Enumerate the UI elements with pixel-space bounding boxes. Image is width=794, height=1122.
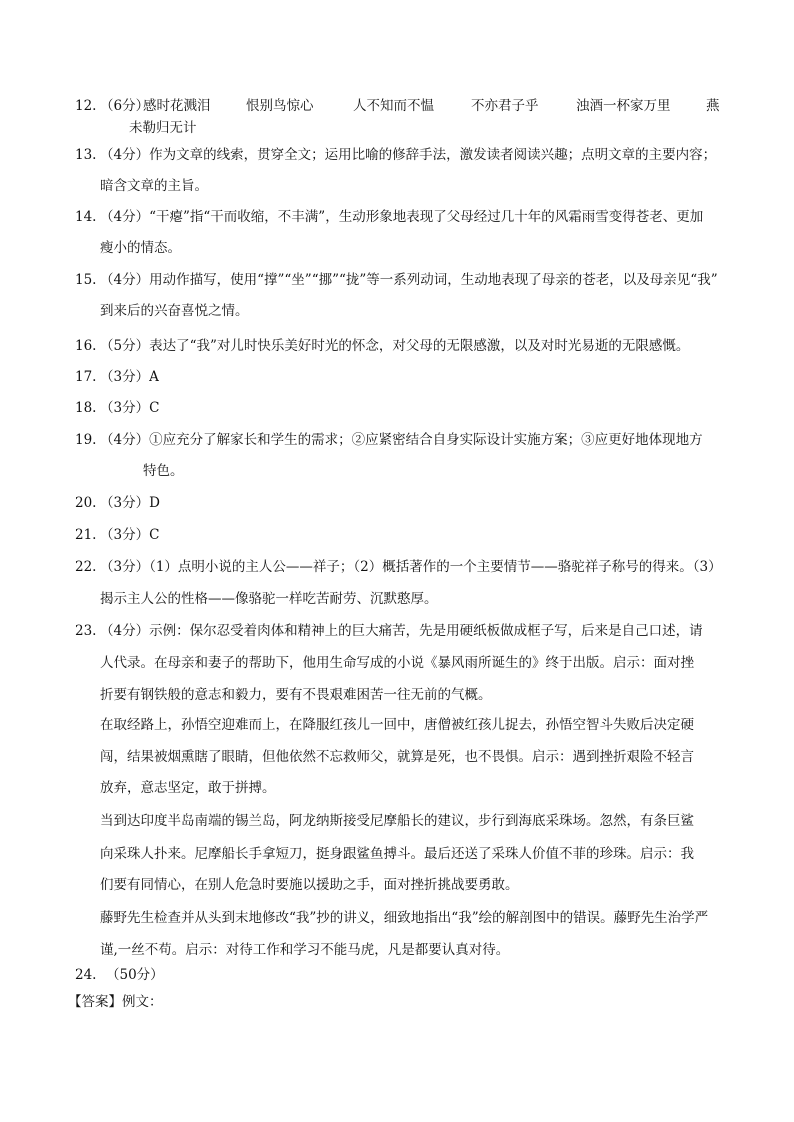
q12-number: 12. [75,98,97,114]
q19-line-1: （4分）①应充分了解家长和学生的需求；②应紧密结合自身实际设计实施方案；③应更好地体现地方 [100,432,703,448]
q22-number: 22. [75,559,97,575]
q17-line-1: （3分）A [100,369,159,385]
q23-line-2: 人代录。在母亲和妻子的帮助下，他用生命写成的小说《暴风雨所诞生的》终于出版。启示：面对挫 [100,655,694,671]
q24-line-1: （50分） [106,967,164,983]
q24-number: 24. [75,967,97,983]
q21-number: 21. [75,527,97,543]
q15-line-2: 到来后的兴奋喜悦之情。 [100,303,249,319]
q20-line-1: （3分）D [100,495,160,511]
q15-line-1: （4分）用动作描写，使用“撑”“坐”“挪”“拢”等一系列动词，生动地表现了母亲的苍老，以及母亲见“我” [100,272,718,288]
q14-line-2: 瘦小的情态。 [100,240,181,256]
q23-line-10: 藤野先生检查并从头到末地修改“我”抄的讲义，细致地指出“我”绘的解剖图中的错误。藤野先生治学严 [100,910,709,926]
q12-score: （6分） [100,98,150,114]
q23-line-11: 谨,一丝不苟。启示：对待工作和学习不能马虎，凡是都要认真对待。 [100,942,510,958]
q15-number: 15. [75,272,97,288]
q21-line-1: （3分）C [100,527,160,543]
answer-label: 【答案】例文： [68,994,163,1010]
q23-line-5: 闯，结果被烟熏瞎了眼睛，但他依然不忘救师父，就算是死，也不畏惧。启示：遇到挫折艰险不轻言 [100,749,694,765]
q16-number: 16. [75,338,97,354]
q12-answer-4: 不亦君子乎 [471,98,539,114]
q22-line-2: 揭示主人公的性格——像骆驼一样吃苦耐劳、沉默憨厚。 [100,591,438,607]
q14-number: 14. [75,209,97,225]
q12-answer-6-cont: 未勒归无计 [129,120,197,136]
q12-answers [0,97,794,115]
q13-line-2: 暗含文章的主旨。 [100,178,208,194]
q23-line-8: 向采珠人扑来。尼摩船长手拿短刀，挺身跟鲨鱼搏斗。最后还送了采珠人价值不菲的珍珠。启示：我 [100,846,694,862]
q22-line-1: （3分）（1）点明小说的主人公——祥子；（2）概括著作的一个主要情节——骆驼祥子称号的得来。（3） [100,559,722,575]
q13-line-1: （4分）作为文章的线索，贯穿全文；运用比喻的修辞手法，激发读者阅读兴趣；点明文章的主要内容； [100,147,717,163]
q23-line-9: 们要有同情心，在别人危急时要施以援助之手，面对挫折挑战要勇敢。 [100,877,519,893]
q17-number: 17. [75,369,97,385]
q23-line-4: 在取经路上，孙悟空迎难而上，在降服红孩儿一回中，唐僧被红孩儿捉去，孙悟空智斗失败后决定硬 [100,717,694,733]
q23-line-6: 放弃，意志坚定，敢于拼搏。 [100,780,276,796]
q12-answer-6: 燕 [706,98,720,114]
q23-number: 23. [75,623,97,639]
q23-line-7: 当到达印度半岛南端的锡兰岛，阿龙纳斯接受尼摩船长的建议，步行到海底采珠场。忽然，有条巨鲨 [100,813,694,829]
q20-number: 20. [75,495,97,511]
q23-line-1: （4分）示例：保尔忍受着肉体和精神上的巨大痛苦，先是用硬纸板做成框子写，后来是自己口述，请 [100,623,703,639]
q18-line-1: （3分）C [100,400,160,416]
q14-line-1: （4分）“干瘪”指“干而收缩，不丰满”，生动形象地表现了父母经过几十年的风霜雨雪变得苍老、更加 [100,209,704,225]
q18-number: 18. [75,400,97,416]
q19-line-2: 特色。 [143,463,184,479]
q16-line-1: （5分）表达了“我”对儿时快乐美好时光的怀念，对父母的无限感激，以及对时光易逝的无限感慨。 [100,338,690,354]
q13-number: 13. [75,147,97,163]
q12-answer-3: 人不知而不愠 [353,98,434,114]
q12-answer-5: 浊酒一杯家万里 [576,98,671,114]
q19-number: 19. [75,432,97,448]
q23-line-3: 折要有钢铁般的意志和毅力，要有不畏艰难困苦一往无前的气概。 [100,687,492,703]
q12-answer-1: 感时花溅泪 [143,98,211,114]
q12-answer-2: 恨别鸟惊心 [246,98,314,114]
